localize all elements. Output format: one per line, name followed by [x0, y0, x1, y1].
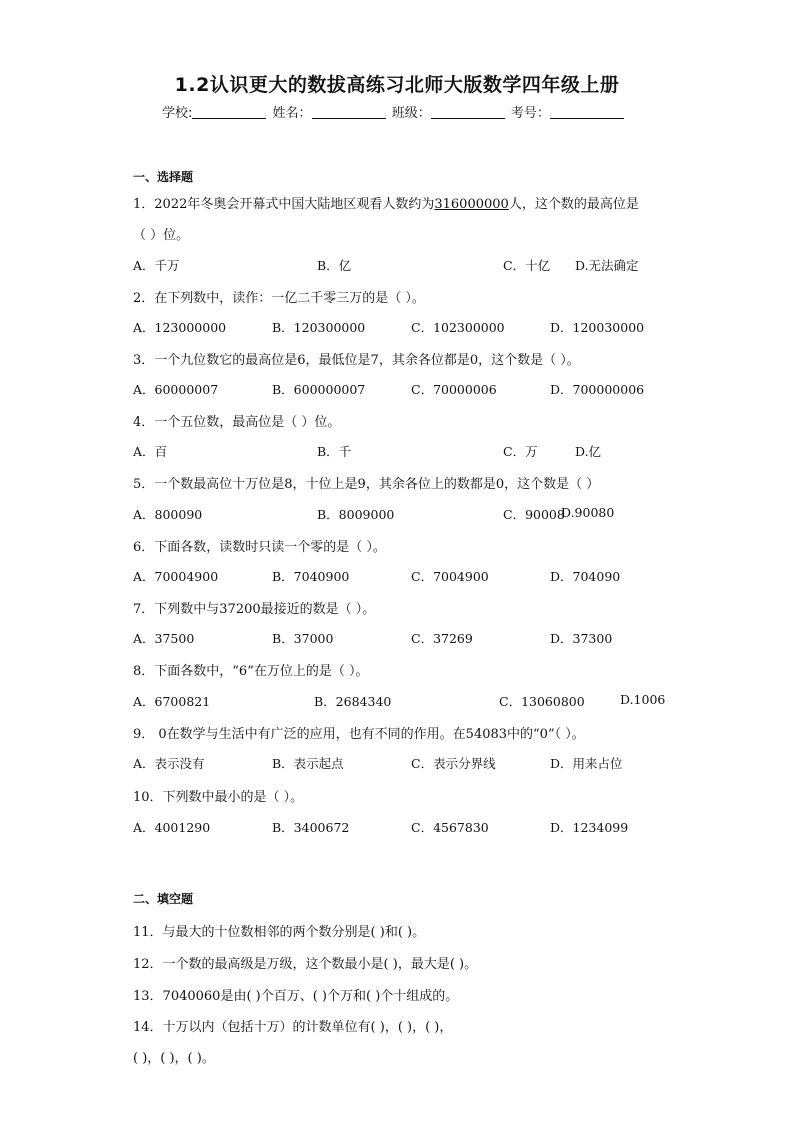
- question-1-number: 316000000: [434, 197, 509, 212]
- question-1-prefix: 1．2022年冬奥会开幕式中国大陆地区观看人数约为: [133, 197, 435, 212]
- student-info-line: [162, 102, 626, 121]
- option-c[interactable]: C．37269: [411, 631, 473, 646]
- question-14-line2: ( )，( )，( )。: [133, 1051, 215, 1066]
- option-c[interactable]: C．万: [503, 444, 538, 459]
- name-label: 姓名：: [272, 106, 312, 121]
- option-c[interactable]: C．十亿: [503, 258, 551, 273]
- option-a[interactable]: A．6700821: [133, 694, 211, 709]
- question-12: 12．一个数的最高级是万级，这个数最小是( )，最大是( )。: [133, 957, 478, 972]
- option-b[interactable]: B．表示起点: [272, 756, 344, 771]
- option-d[interactable]: D．37300: [550, 631, 613, 646]
- option-a[interactable]: A．37500: [133, 631, 195, 646]
- question-11: 11．与最大的十位数相邻的两个数分别是( )和( )。: [133, 925, 426, 940]
- question-10: 10．下列数中最小的是（ ）。: [133, 790, 304, 805]
- option-b[interactable]: B．37000: [272, 631, 334, 646]
- question-7-options: [133, 629, 673, 647]
- question-13: 13．7040060是由( )个百万、( )个万和( )个十组成的。: [133, 989, 459, 1004]
- question-14: 14．十万以内（包括十万）的计数单位有( )，( )，( )，: [133, 1020, 453, 1035]
- question-10-options: [133, 818, 673, 836]
- section-heading-fill: 二、填空题: [133, 892, 194, 906]
- question-1: [133, 193, 639, 212]
- option-a[interactable]: A．70004900: [133, 569, 219, 584]
- question-5-options: [133, 505, 673, 523]
- question-2-options: [133, 318, 673, 336]
- question-4-options: [133, 442, 673, 460]
- option-c[interactable]: C．102300000: [411, 320, 505, 335]
- option-b[interactable]: B．600000007: [272, 382, 366, 397]
- class-blank[interactable]: [431, 105, 505, 119]
- option-b[interactable]: B．8009000: [317, 507, 395, 522]
- option-c[interactable]: C．13060800: [499, 694, 585, 709]
- question-1-options: [133, 256, 673, 274]
- option-c[interactable]: C．7004900: [411, 569, 489, 584]
- option-c[interactable]: C．70000006: [411, 382, 497, 397]
- question-4: 4．一个五位数，最高位是（ ）位。: [133, 415, 341, 430]
- page-title: 1.2认识更大的数拔高练习北师大版数学四年级上册: [174, 74, 620, 96]
- option-d[interactable]: D．700000006: [550, 382, 645, 397]
- option-b[interactable]: B．2684340: [314, 694, 392, 709]
- option-b[interactable]: B．120300000: [272, 320, 366, 335]
- option-d[interactable]: D．1234099: [550, 820, 629, 835]
- option-a[interactable]: A．4001290: [133, 820, 211, 835]
- school-label: 学校:: [162, 106, 193, 121]
- option-d[interactable]: D．用来占位: [550, 756, 623, 771]
- option-d[interactable]: D.无法确定: [575, 258, 639, 273]
- question-6-options: [133, 567, 673, 585]
- question-3: 3．一个九位数它的最高位是6，最低位是7，其余各位都是0，这个数是（ ）。: [133, 353, 580, 368]
- exam-no-label: 考号：: [510, 106, 550, 121]
- question-9-options: [133, 754, 673, 772]
- question-1-suffix: 人，这个数的最高位是: [508, 197, 639, 212]
- option-d[interactable]: D.90080: [561, 505, 615, 520]
- question-8: 8．下面各数中，“6”在万位上的是（ ）。: [133, 664, 369, 679]
- question-6: 6．下面各数，读数时只读一个零的是（ ）。: [133, 540, 386, 555]
- option-d[interactable]: D．704090: [550, 569, 621, 584]
- option-b[interactable]: B．亿: [317, 258, 352, 273]
- exam-no-blank[interactable]: [550, 105, 624, 119]
- question-8-options: [133, 692, 673, 710]
- name-blank[interactable]: [312, 105, 386, 119]
- option-d[interactable]: D．120030000: [550, 320, 645, 335]
- option-d[interactable]: D.亿: [575, 444, 602, 459]
- school-blank[interactable]: [192, 105, 266, 119]
- question-3-options: [133, 380, 673, 398]
- question-2: 2．在下列数中，读作：一亿二千零三万的是（ ）。: [133, 291, 425, 306]
- option-a[interactable]: A．百: [133, 444, 168, 459]
- question-1-line2: （ ）位。: [133, 228, 190, 243]
- option-d[interactable]: D.1006: [620, 692, 666, 707]
- question-5: 5．一个数最高位十万位是8，十位上是9，其余各位上的数都是0，这个数是（ ）: [133, 477, 600, 492]
- option-b[interactable]: B．千: [317, 444, 352, 459]
- option-c[interactable]: C．表示分界线: [411, 756, 496, 771]
- class-label: 班级：: [391, 106, 431, 121]
- question-7: 7．下列数中与37200最接近的数是（ ）。: [133, 602, 376, 617]
- option-a[interactable]: A．60000007: [133, 382, 219, 397]
- option-a[interactable]: A．123000000: [133, 320, 227, 335]
- option-a[interactable]: A．千万: [133, 258, 180, 273]
- option-b[interactable]: B．7040900: [272, 569, 350, 584]
- option-c[interactable]: C．90008: [503, 507, 565, 522]
- option-a[interactable]: A．800090: [133, 507, 203, 522]
- section-heading-choice: 一、选择题: [133, 170, 194, 184]
- option-b[interactable]: B．3400672: [272, 820, 350, 835]
- option-a[interactable]: A．表示没有: [133, 756, 205, 771]
- option-c[interactable]: C．4567830: [411, 820, 489, 835]
- question-9: 9． 0在数学与生活中有广泛的应用，也有不同的作用。在54083中的“0”（ ）。: [133, 727, 585, 742]
